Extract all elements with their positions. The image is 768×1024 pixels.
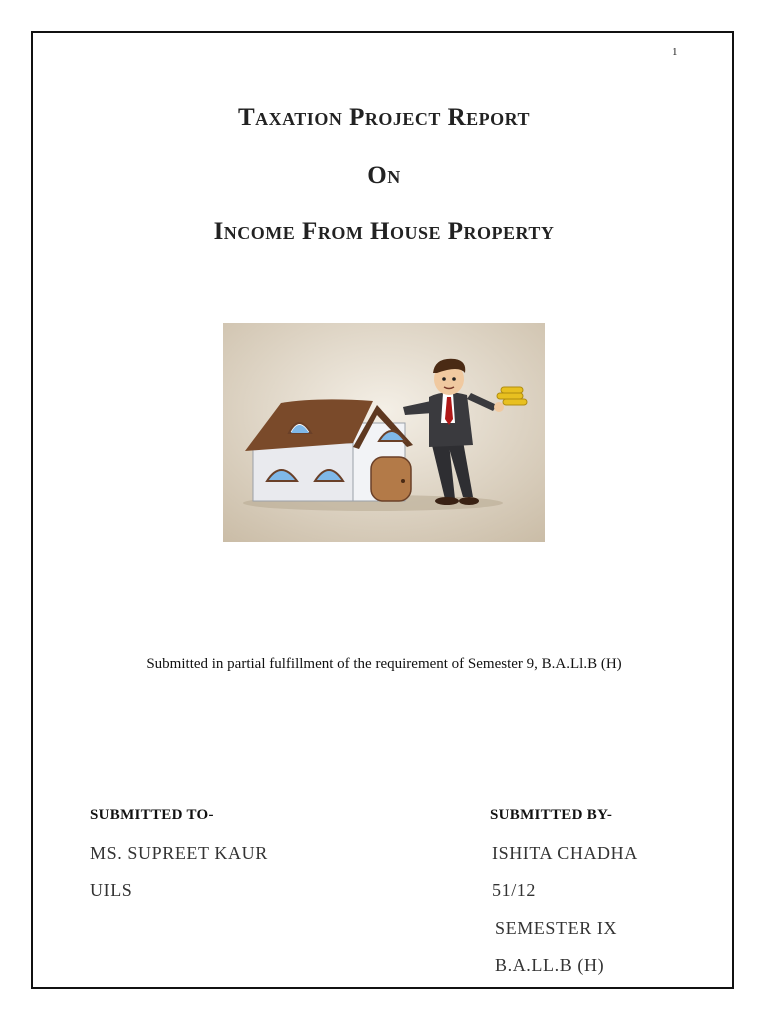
- page-number: 1: [672, 46, 678, 58]
- submitted-to-name: MS. SUPREET KAUR: [90, 843, 268, 863]
- submitted-by-semester: SEMESTER IX: [495, 918, 618, 938]
- submitted-to-heading: SUBMITTED TO-: [90, 807, 214, 823]
- submitted-by-heading: SUBMITTED BY-: [490, 807, 613, 823]
- submitted-by-roll: 51/12: [492, 880, 537, 900]
- submitted-by-name: ISHITA CHADHA: [492, 843, 638, 863]
- submitted-to-institution: UILS: [90, 880, 133, 900]
- house-businessman-illustration: [223, 323, 545, 542]
- submission-note: Submitted in partial fulfillment of the requirement of Semester 9, B.A.Ll.B (H): [146, 656, 622, 672]
- title-line-2: On: [367, 162, 401, 189]
- title-line-1: Taxation Project Report: [237, 104, 531, 131]
- title-line-3: Income From House Property: [213, 218, 555, 245]
- submitted-by-course: B.A.LL.B (H): [495, 955, 605, 975]
